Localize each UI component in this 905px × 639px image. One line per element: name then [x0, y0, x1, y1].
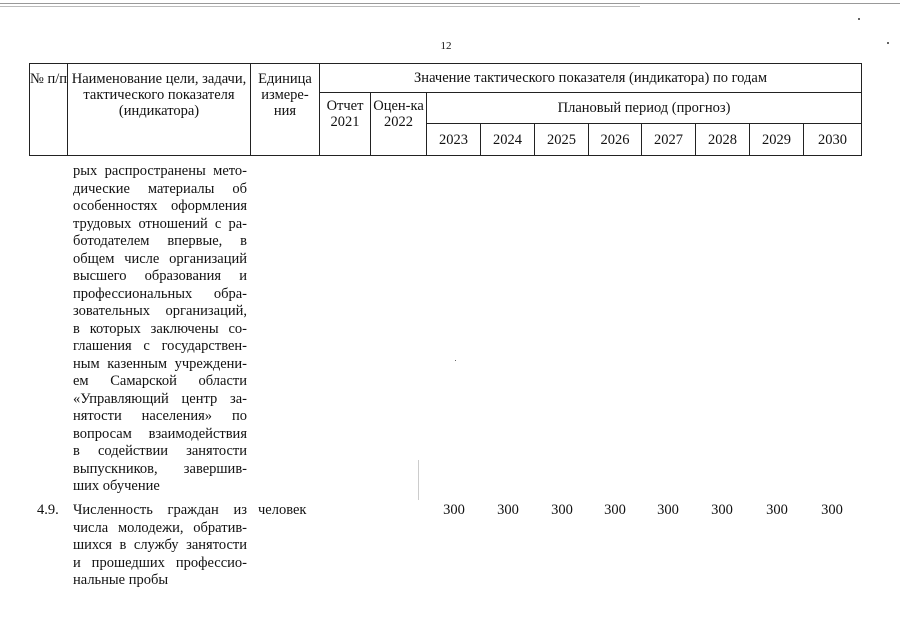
- text-line: ших обучение: [73, 478, 160, 494]
- row-value-2030: 300: [821, 502, 843, 518]
- text-line: рых распространены мето-: [73, 163, 247, 179]
- text-line: нальные пробы: [73, 572, 169, 588]
- text-line: Численность граждан из: [73, 502, 247, 518]
- top-scan-line: [0, 3, 900, 4]
- row-value-2028: 300: [711, 502, 733, 518]
- header-plan-group: Плановый период (прогноз): [427, 93, 862, 124]
- header-year: 2025: [535, 124, 589, 156]
- text-line: ем Самарской области: [73, 373, 247, 389]
- text-line: шихся в службу занятости: [73, 537, 247, 553]
- table-header: [29, 63, 862, 156]
- text-line: в которых заключены со-: [73, 320, 247, 337]
- text-line: и прошедших профессио-: [73, 554, 247, 571]
- text-line: профессиональных обра-: [73, 285, 247, 302]
- text-line: нятости населения» по: [73, 408, 247, 424]
- text-line: в содействии занятости: [73, 443, 247, 459]
- header-report-col: Отчет 2021: [320, 93, 371, 156]
- header-values-group: Значение тактического показателя (индикатора) по годам: [320, 64, 862, 93]
- text-line: глашения с государствен-: [73, 338, 247, 354]
- header-num-col: № п/п: [30, 64, 68, 156]
- text-line: дические материалы об: [73, 180, 247, 197]
- text-line: особенностях оформления: [73, 198, 247, 214]
- header-year: 2029: [750, 124, 804, 156]
- text-line: вопросам взаимодействия: [73, 425, 247, 442]
- faint-column-line: [418, 460, 419, 500]
- text-line: общем числе организаций: [73, 250, 247, 267]
- header-year: 2027: [642, 124, 696, 156]
- text-line: трудовых отношений с ра-: [73, 215, 247, 232]
- text-line: числа молодежи, обратив-: [73, 519, 247, 536]
- header-name-col: Наименование цели, задачи, тактического показателя (индикатора): [68, 64, 251, 156]
- header-year: 2026: [589, 124, 642, 156]
- text-line: высшего образования и: [73, 268, 247, 284]
- row-value-2024: 300: [497, 502, 519, 518]
- row-value-2029: 300: [766, 502, 788, 518]
- scan-speck: [887, 42, 889, 44]
- row-value-2026: 300: [604, 502, 626, 518]
- header-unit-col: Единица измере-ния: [251, 64, 320, 156]
- row-unit: человек: [258, 502, 307, 518]
- header-year: 2024: [481, 124, 535, 156]
- text-line: ботодателем впервые, в: [73, 233, 247, 249]
- header-estimate-col: Оцен-ка 2022: [371, 93, 427, 156]
- row-value-2023: 300: [443, 502, 465, 518]
- top-scan-line-2: [0, 6, 640, 7]
- text-line: зовательных организаций,: [73, 303, 247, 319]
- scan-speck: [858, 18, 860, 20]
- header-year: 2030: [804, 124, 862, 156]
- text-line: «Управляющий центр за-: [73, 390, 247, 407]
- text-line: выпускников, завершив-: [73, 460, 247, 477]
- page-number: 12: [440, 40, 452, 52]
- row-number: 4.9.: [37, 502, 59, 518]
- header-year: 2023: [427, 124, 481, 156]
- row-value-2025: 300: [551, 502, 573, 518]
- row-indicator-name: [73, 502, 247, 590]
- continued-indicator-text: [73, 163, 247, 496]
- row-value-2027: 300: [657, 502, 679, 518]
- text-line: ным казенным учреждени-: [73, 355, 247, 372]
- header-year: 2028: [696, 124, 750, 156]
- scan-speck: [455, 360, 456, 361]
